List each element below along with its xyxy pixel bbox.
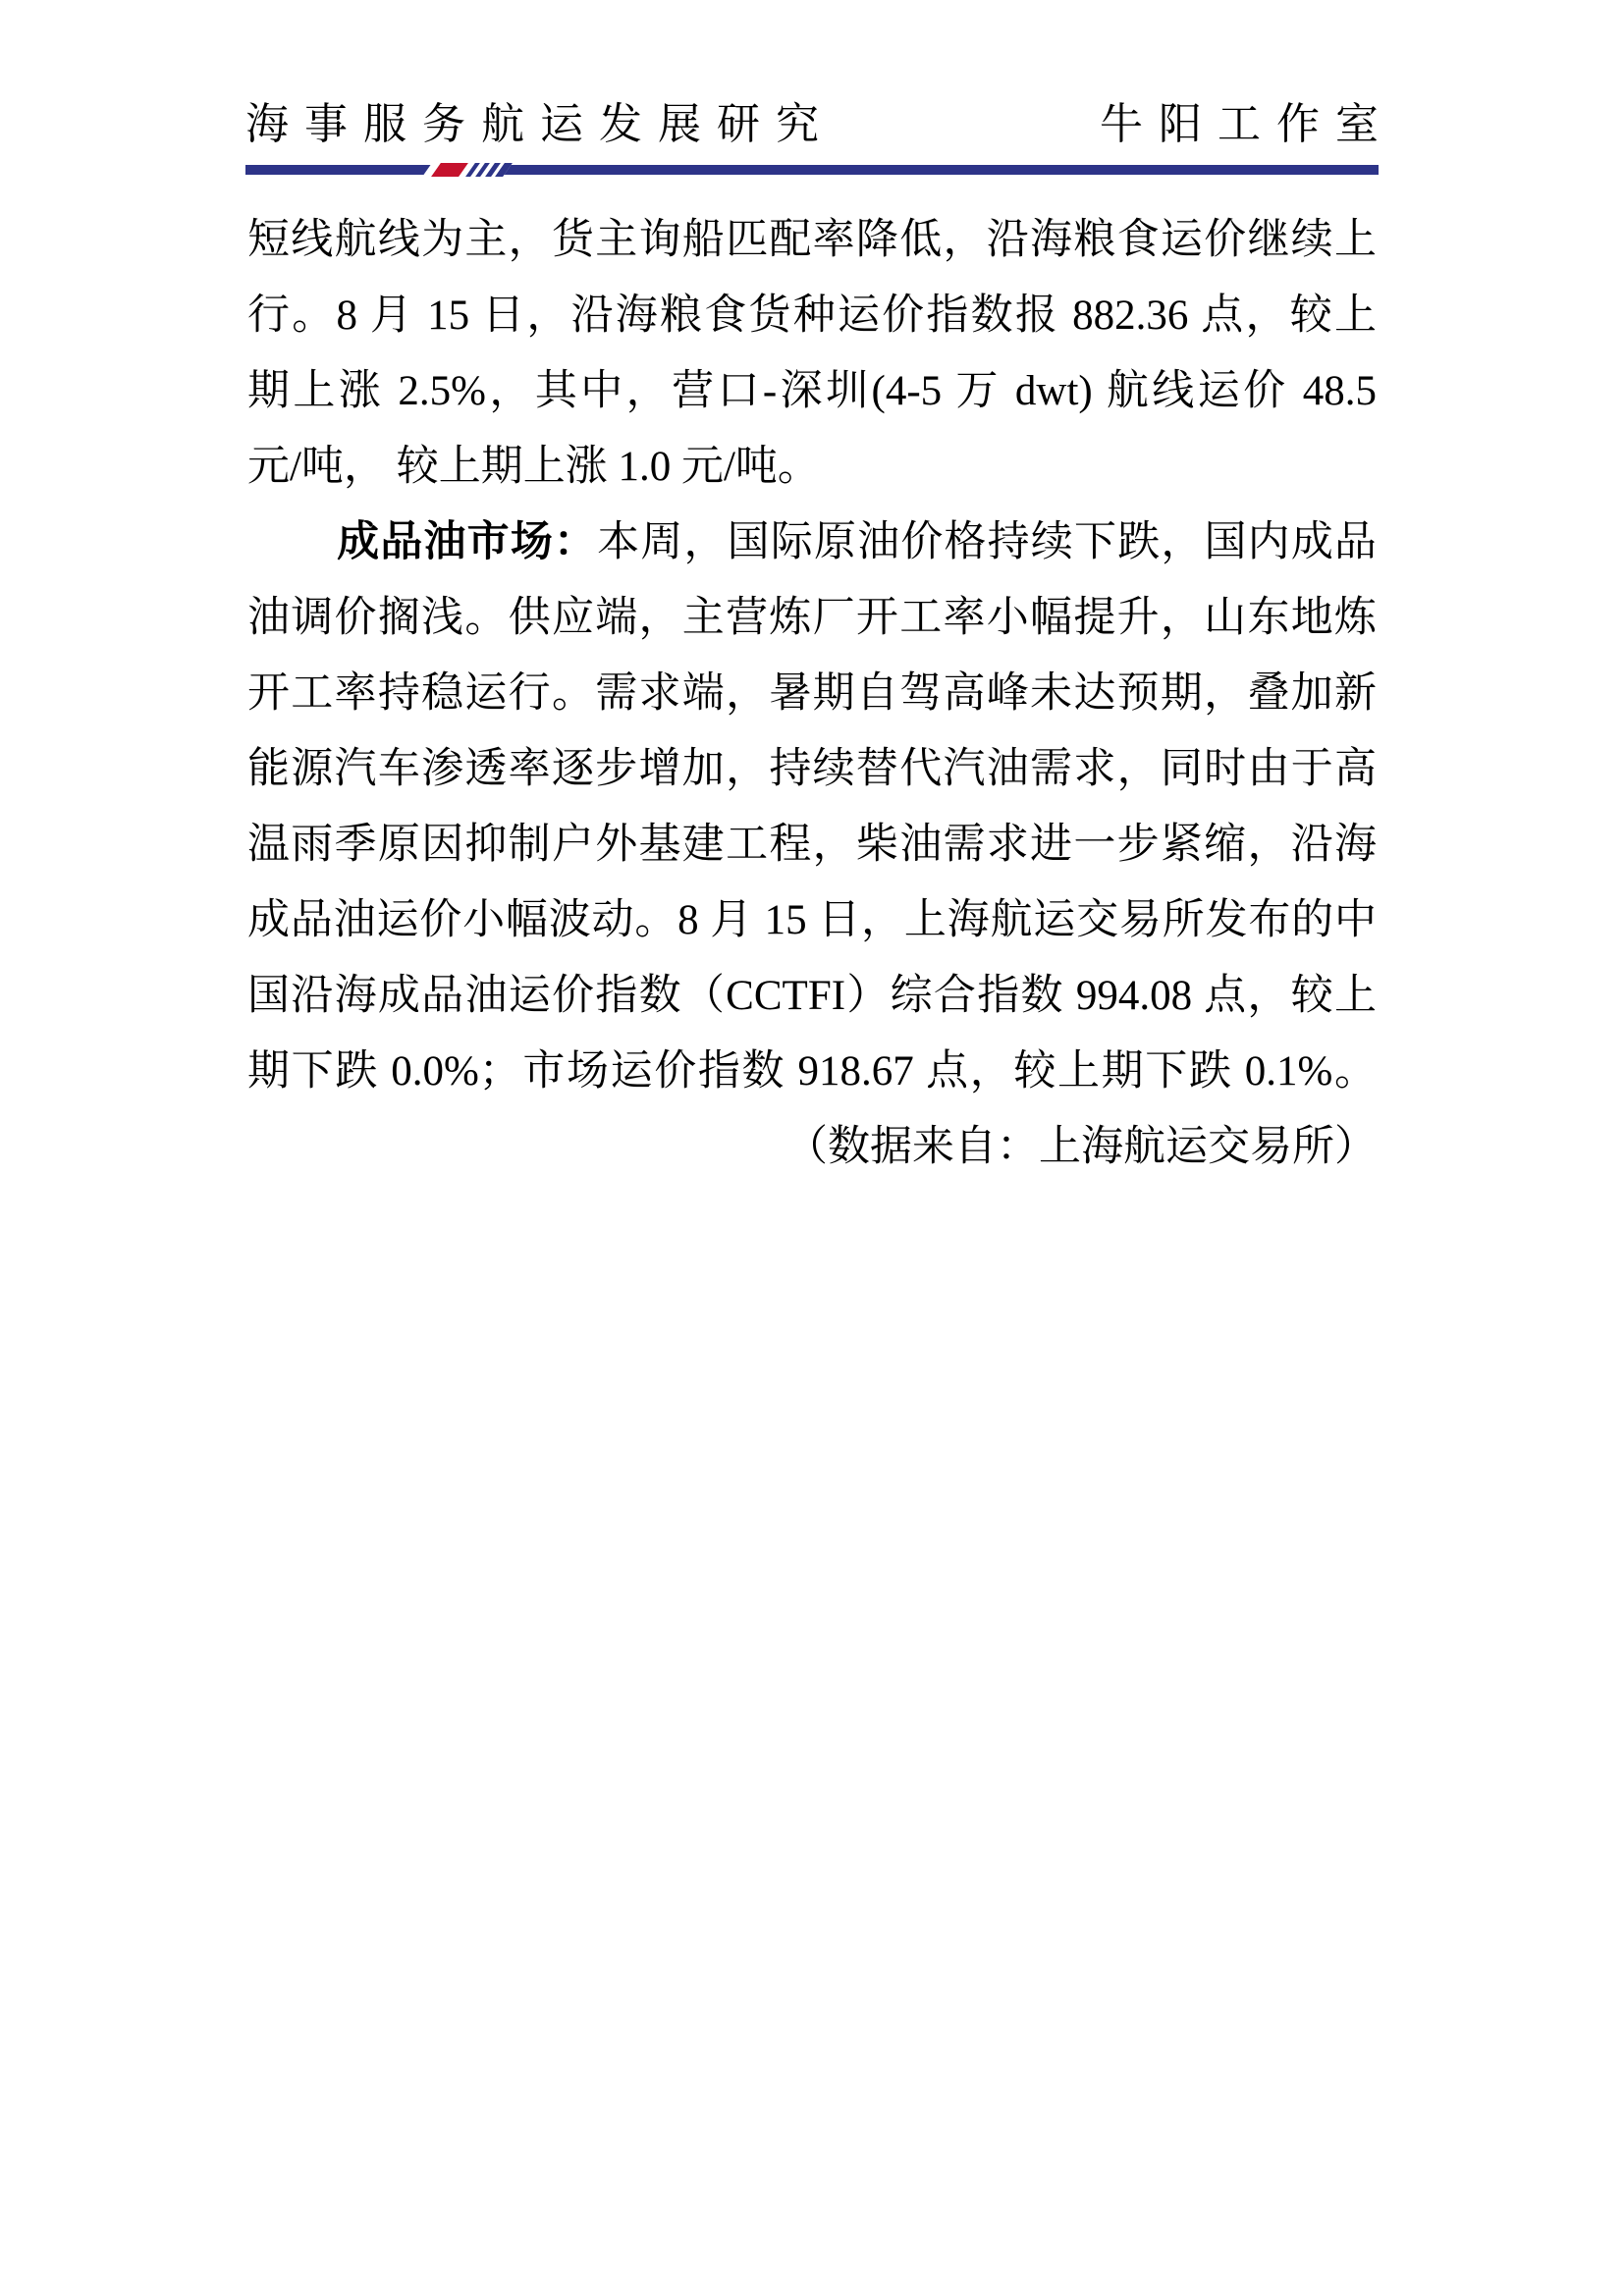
- body-line: 元/吨， 较上期上涨 1.0 元/吨。: [247, 444, 820, 490]
- body-line: 开工率持稳运行。需求端，暑期自驾高峰未达预期，叠加新: [247, 670, 1377, 717]
- body-line: 能源汽车渗透率逐步增加，持续替代汽油需求，同时由于高: [247, 746, 1377, 792]
- header-titles: [245, 100, 1394, 149]
- body-line: 短线航线为主，货主询船匹配率降低，沿海粮食运价继续上: [247, 217, 1377, 263]
- header-rule: [245, 165, 1379, 175]
- body-text: [247, 202, 1377, 1185]
- header-right-title: 牛阳工作室: [1100, 100, 1394, 148]
- body-line: 期下跌 0.0%；市场运价指数 918.67 点，较上期下跌 0.1%。: [247, 1048, 1377, 1095]
- body-line: 行。8 月 15 日，沿海粮食货种运价指数报 882.36 点，较上: [247, 293, 1377, 339]
- header-left-title: 海事服务航运发展研究: [245, 100, 835, 148]
- section-lead: 成品油市场：: [336, 519, 598, 565]
- body-line: 油调价搁浅。供应端，主营炼厂开工率小幅提升，山东地炼: [247, 595, 1377, 641]
- page-header: [245, 100, 1394, 175]
- body-line: 成品油运价小幅波动。8 月 15 日，上海航运交易所发布的中: [247, 897, 1377, 943]
- source-note: （数据来自：上海航运交易所）: [785, 1124, 1377, 1170]
- red-parallelogram: [431, 163, 468, 177]
- body-line: [247, 505, 1377, 580]
- header-rule-decoration: [422, 163, 513, 177]
- body-line: 期上涨 2.5%，其中，营口-深圳(4-5 万 dwt) 航线运价 48.5: [247, 368, 1377, 414]
- body-line: 国沿海成品油运价指数（CCTFI）综合指数 994.08 点，较上: [247, 973, 1377, 1019]
- body-line-text: 本周，国际原油价格持续下跌，国内成品: [597, 519, 1377, 565]
- body-line: 温雨季原因抑制户外基建工程，柴油需求进一步紧缩，沿海: [247, 822, 1377, 868]
